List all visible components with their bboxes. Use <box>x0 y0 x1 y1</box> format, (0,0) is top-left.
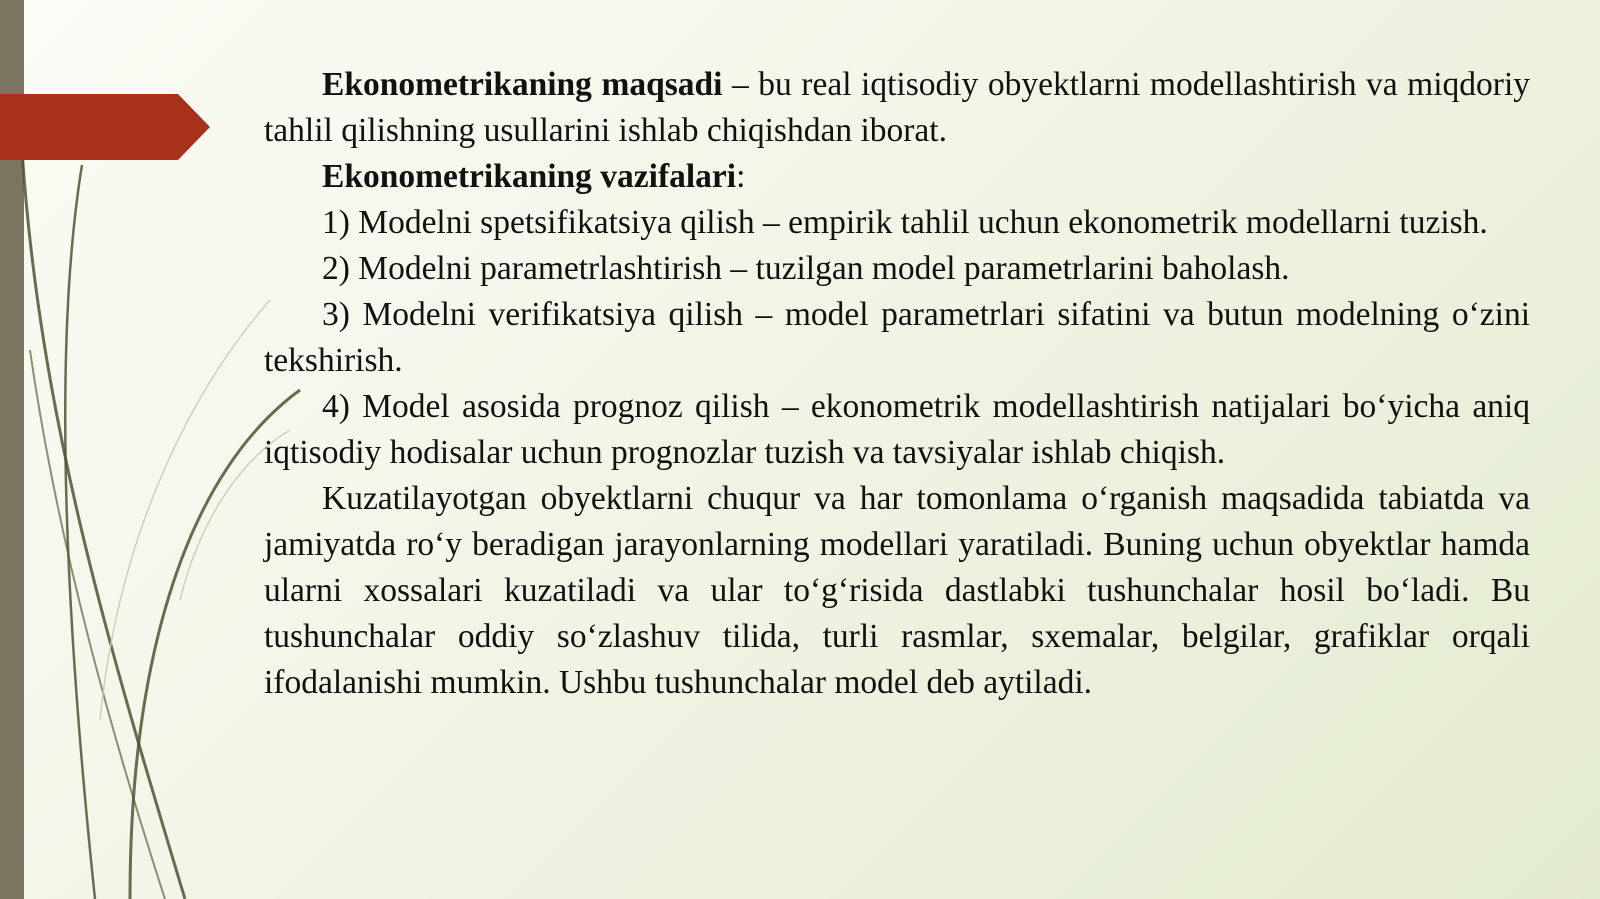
paragraph-tasks-heading <box>264 154 1530 200</box>
task-item-3: 3) Modelni verifikatsiya qilish – model parametrlari sifatini va butun modelning o‘zini tekshirish. <box>264 296 1530 379</box>
paragraph-goal <box>264 62 1530 154</box>
task-item-1: 1) Modelni spetsifikatsiya qilish – empirik tahlil uchun ekonometrik modellarni tuzish. <box>322 204 1488 241</box>
goal-text: – bu real iqtisodiy obyektlarni modellashtirish va miqdoriy tahlil qilishning usullarini ishlab chiqishdan iborat. <box>264 66 1530 149</box>
paragraph-model-definition: Kuzatilayotgan obyektlarni chuqur va har tomonlama o‘rganish maqsadida tabiatda va jamiyatda ro‘y beradigan jarayonlarning modellari yaratiladi. Buning uchun obyektlar hamda ularni xossalari kuzatiladi va ular to‘g‘risida dastlabki tushunchalar hosil bo‘ladi. Bu tushunchalar oddiy so‘zlashuv tilida, turli rasmlar, sxemalar, belgilar, grafiklar orqali ifodalanishi mumkin. Ushbu tushunchalar model deb aytiladi. <box>264 480 1530 701</box>
tasks-heading: Ekonometrikaning vazifalari <box>322 158 737 195</box>
goal-heading: Ekonometrikaning maqsadi <box>322 66 723 103</box>
task-item-4: 4) Model asosida prognoz qilish – ekonometrik modellashtirish natijalari bo‘yicha aniq iqtisodiy hodisalar uchun prognozlar tuzish va tavsiyalar ishlab chiqish. <box>264 388 1530 471</box>
tasks-heading-colon: : <box>736 158 746 195</box>
slide-body <box>264 62 1530 706</box>
red-arrow-shape <box>0 94 210 160</box>
task-item-2: 2) Modelni parametrlashtirish – tuzilgan model parametrlarini baholash. <box>322 250 1290 287</box>
